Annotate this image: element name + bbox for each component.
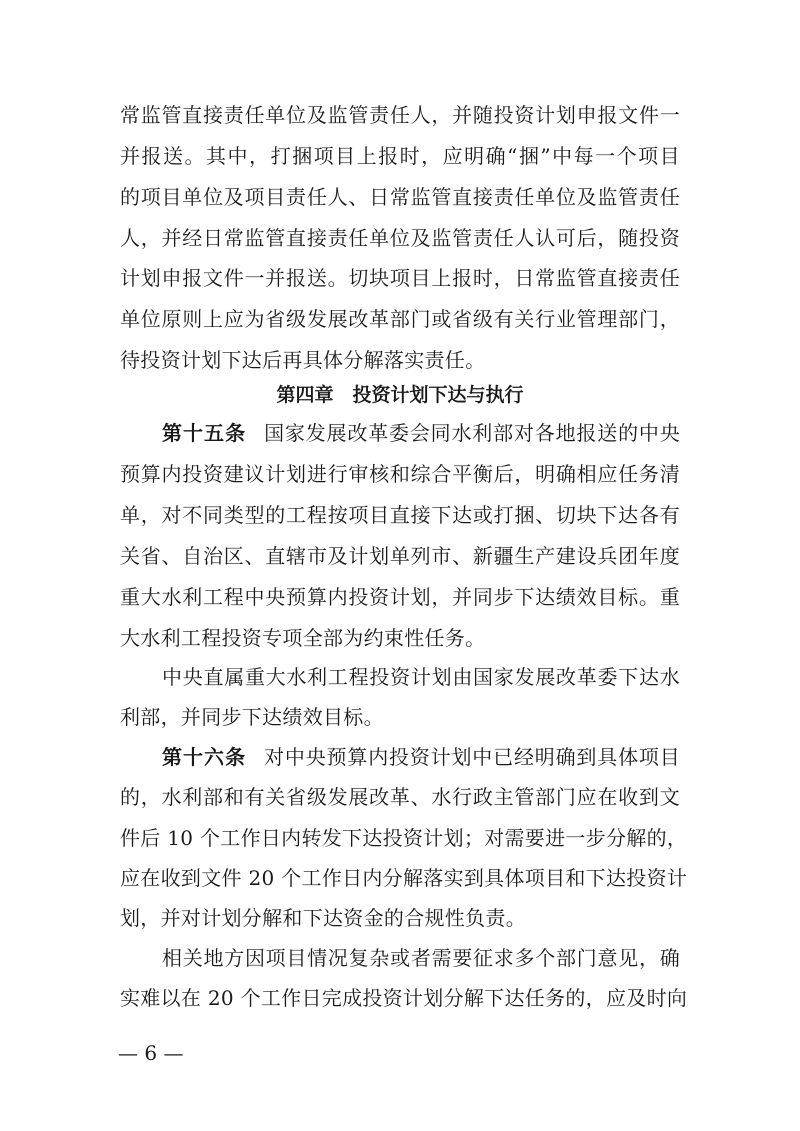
article-text: 国家发展改革委会同水利部对各地报送的中央 [264,421,681,445]
paragraph-line: 大水利工程投资专项全部为约束性任务。 [120,626,486,650]
paragraph-line: 中央直属重大水利工程投资计划由国家发展改革委下达水 [162,665,680,689]
paragraph-line: 件后 10 个工作日内转发下达投资计划；对需要进一步分解的， [120,826,688,850]
paragraph-line: 相关地方因项目情况复杂或者需要征求多个部门意见，确 [162,946,680,970]
paragraph-line: 划，并对计划分解和下达资金的合规性负责。 [120,906,526,930]
paragraph-line: 单，对不同类型的工程按项目直接下达或打捆、切块下达各有 [120,503,680,527]
article-text: 对中央预算内投资计划中已经明确到具体项目 [264,745,681,769]
paragraph-line: 预算内投资建议计划进行审核和综合平衡后，明确相应任务清 [120,462,680,486]
paragraph-line: 重大水利工程中央预算内投资计划，并同步下达绩效目标。重 [120,585,680,609]
page-number: — 6 — [118,1041,184,1065]
paragraph-line: 待投资计划下达后再具体分解落实责任。 [120,348,486,372]
paragraph-line: 应在收到文件 20 个工作日内分解落实到具体项目和下达投资计 [120,866,688,890]
paragraph-line: 关省、自治区、直辖市及计划单列市、新疆生产建设兵团年度 [120,544,680,568]
paragraph-line: 并报送。其中，打捆项目上报时，应明确“捆”中每一个项目 [120,144,680,168]
article-number: 第十五条 [162,421,247,445]
paragraph-line: 常监管直接责任单位及监管责任人，并随投资计划申报文件一 [120,103,680,127]
article-15-first-line [162,421,680,445]
article-16-first-line [162,745,680,769]
paragraph-line: 的，水利部和有关省级发展改革、水行政主管部门应在收到文 [120,785,680,809]
paragraph-line: 计划申报文件一并报送。切块项目上报时，日常监管直接责任 [120,266,680,290]
chapter-heading: 第四章 投资计划下达与执行 [276,384,524,406]
paragraph-line: 实难以在 20 个工作日完成投资计划分解下达任务的，应及时向 [120,986,688,1010]
paragraph-line: 单位原则上应为省级发展改革部门或省级有关行业管理部门， [120,307,680,331]
paragraph-line: 人，并经日常监管直接责任单位及监管责任人认可后，随投资 [120,226,680,250]
article-number: 第十六条 [162,745,247,769]
paragraph-line: 的项目单位及项目责任人、日常监管直接责任单位及监管责任 [120,185,680,209]
paragraph-line: 利部，并同步下达绩效目标。 [120,705,384,729]
